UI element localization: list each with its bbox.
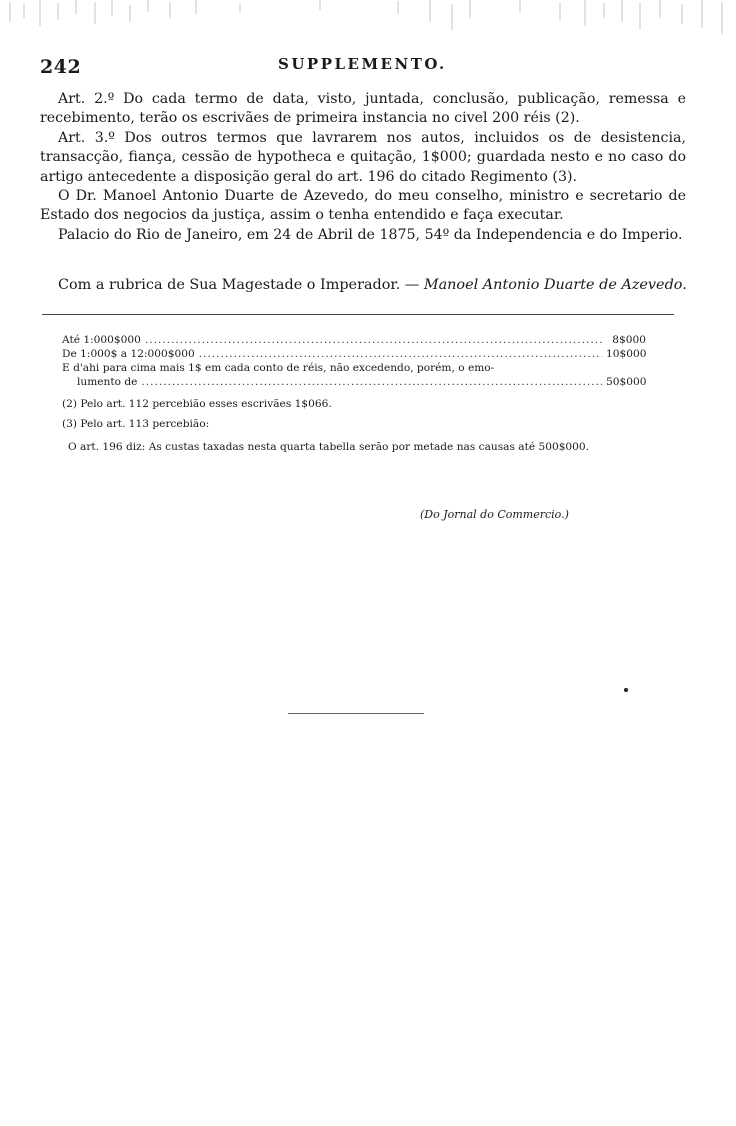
palace-date-paragraph: Palacio do Rio de Janeiro, em 24 de Abril de 1875, 54º da Independencia e do Imperio. xyxy=(58,226,683,243)
leader-dots xyxy=(141,375,602,389)
fee-label: Até 1:000$000 xyxy=(62,334,141,346)
article-3-paragraph: Art. 3.º Dos outros termos que lavrarem nos autos, incluidos os de desistencia, transacção, fiança, cessão de hypotheca e quitação, 1$000; guardada nesto e no caso do artigo antecedente a disposição geral do art. 196 do citado Regimento (3). xyxy=(40,129,686,185)
rubric-signature: Manoel Antonio Duarte de Azevedo. xyxy=(423,277,687,293)
fee-label: lumento de xyxy=(77,376,138,388)
fee-row xyxy=(62,375,646,389)
fee-row xyxy=(62,347,646,361)
footnote-divider xyxy=(42,314,674,315)
rubric-text: Com a rubrica de Sua Magestade o Imperador. xyxy=(58,277,401,293)
section-end-rule xyxy=(288,713,424,714)
leader-dots xyxy=(199,347,602,361)
page-number: 242 xyxy=(40,56,82,78)
minister-paragraph: O Dr. Manoel Antonio Duarte de Azevedo, do meu conselho, ministro e secretario de Estado dos negocios da justiça, assim o tenha entendido e faça executar. xyxy=(40,188,686,224)
fee-label: De 1:000$ a 12:000$000 xyxy=(62,348,195,360)
main-text xyxy=(40,90,686,245)
rubric-separator: — xyxy=(400,277,424,293)
footnote-2: (2) Pelo art. 112 percebião esses escrivães 1$066. xyxy=(62,398,332,410)
fee-value: 10$000 xyxy=(606,348,647,360)
footnote-3-quote: O art. 196 diz: As custas taxadas nesta quarta tabella serão por metade nas causas até 500$000. xyxy=(68,441,590,453)
running-head: SUPPLEMENTO. xyxy=(278,55,447,73)
leader-dots xyxy=(145,333,602,347)
fee-value: 50$000 xyxy=(606,376,647,388)
rubric-line xyxy=(58,275,688,295)
source-citation: (Do Jornal do Commercio.) xyxy=(420,508,569,521)
footnotes xyxy=(62,333,646,455)
fee-text-line: E d'ahi para cima mais 1$ em cada conto de réis, não excedendo, porém, o emo- xyxy=(62,362,495,374)
fee-row xyxy=(62,333,646,347)
fee-value: 8$000 xyxy=(612,334,646,346)
article-2-paragraph: Art. 2.º Do cada termo de data, visto, juntada, conclusão, publicação, remessa e recebimento, terão os escrivães de primeira instancia no civel 200 réis (2). xyxy=(40,91,686,127)
ink-speck xyxy=(624,688,628,692)
footnote-3: (3) Pelo art. 113 percebião: xyxy=(62,418,210,430)
scan-noise-top xyxy=(0,0,736,50)
